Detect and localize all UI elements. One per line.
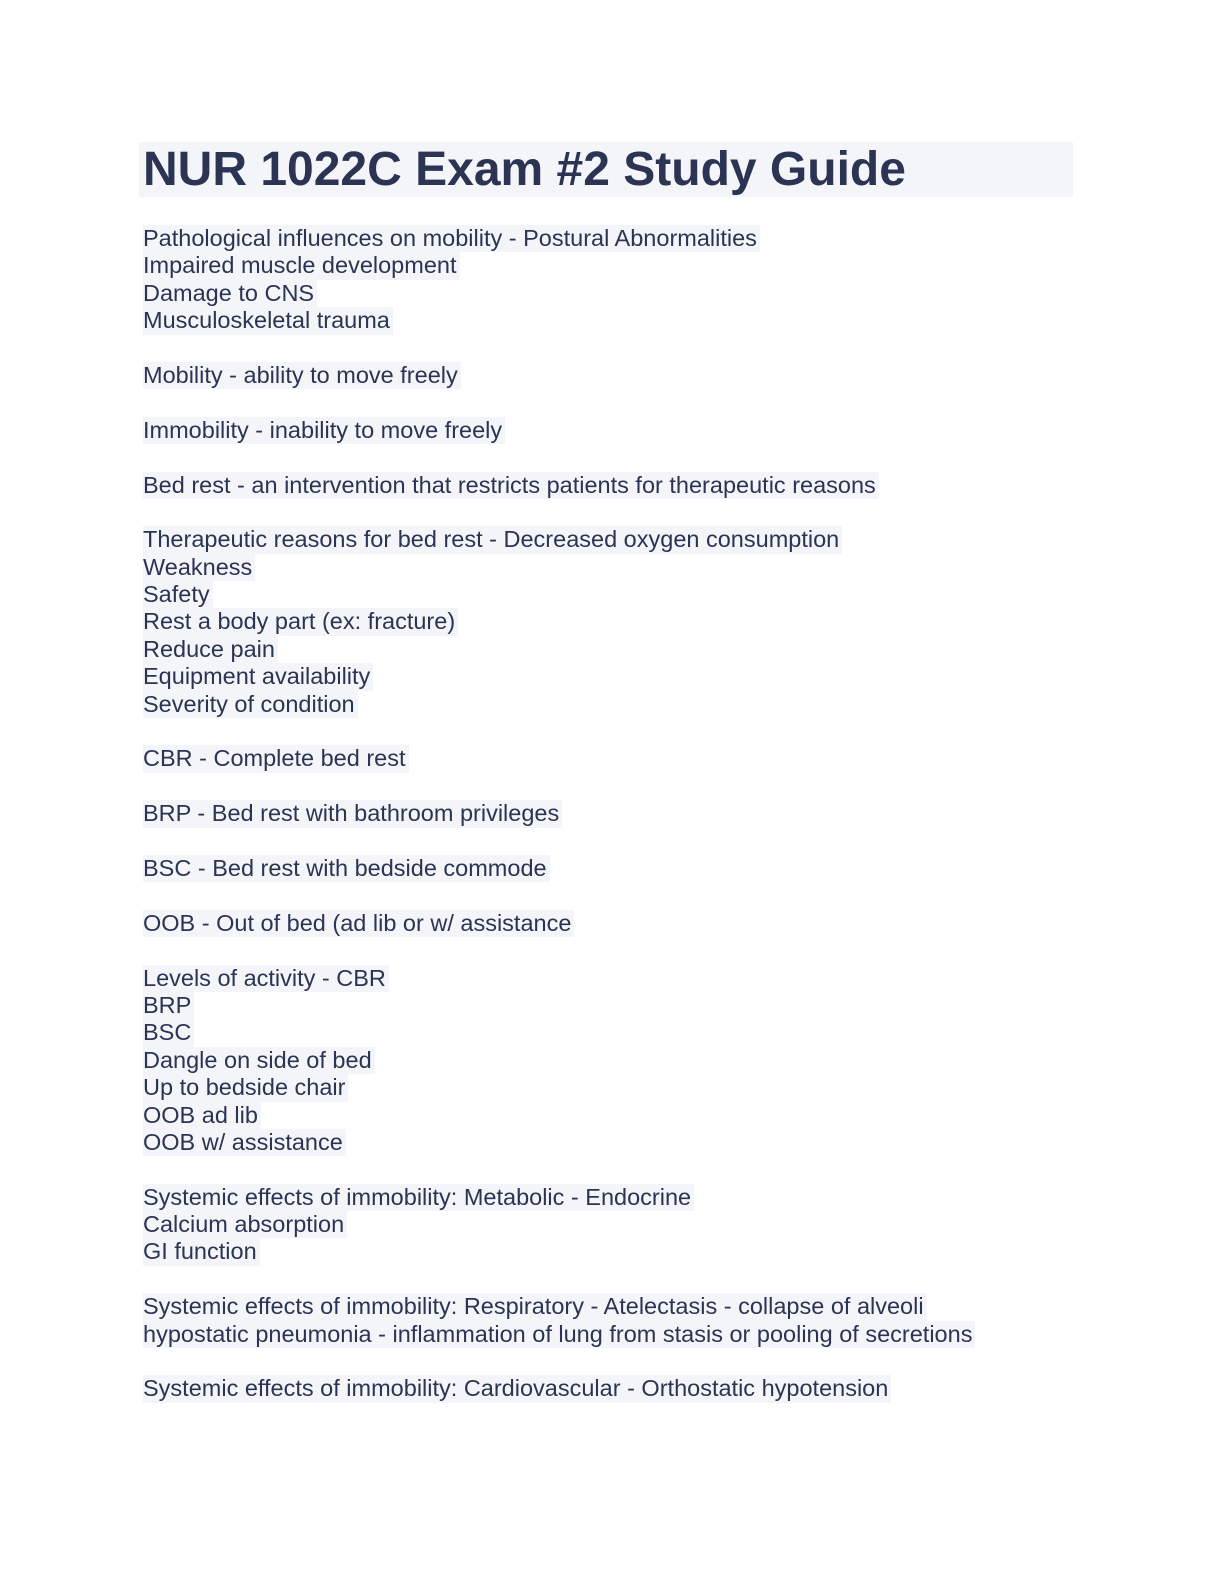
term-detail-line bbox=[143, 307, 1103, 334]
term-definition-line bbox=[143, 225, 1103, 252]
term-block bbox=[143, 472, 1103, 499]
term-detail-line bbox=[143, 554, 1103, 581]
line-text: Immobility - inability to move freely bbox=[143, 417, 505, 444]
study-guide-content bbox=[143, 225, 1103, 1430]
line-text: Reduce pain bbox=[143, 636, 278, 663]
line-text: Safety bbox=[143, 581, 213, 608]
term-detail-line bbox=[143, 1129, 1103, 1156]
term-definition-line bbox=[143, 417, 1103, 444]
term-block bbox=[143, 526, 1103, 718]
line-text: BRP - Bed rest with bathroom privileges bbox=[143, 800, 562, 827]
term-block bbox=[143, 800, 1103, 827]
line-text: Rest a body part (ex: fracture) bbox=[143, 608, 458, 635]
line-text: Weakness bbox=[143, 554, 255, 581]
term-definition-line bbox=[143, 1293, 1103, 1320]
term-detail-line bbox=[143, 252, 1103, 279]
line-text: Mobility - ability to move freely bbox=[143, 362, 461, 389]
line-text: Systemic effects of immobility: Cardiovascular - Orthostatic hypotension bbox=[143, 1375, 891, 1402]
term-definition-line bbox=[143, 910, 1103, 937]
line-text: OOB - Out of bed (ad lib or w/ assistance bbox=[143, 910, 574, 937]
term-block bbox=[143, 1184, 1103, 1266]
line-text: Up to bedside chair bbox=[143, 1074, 348, 1101]
term-block bbox=[143, 1293, 1103, 1348]
term-detail-line bbox=[143, 1211, 1103, 1238]
line-text: Systemic effects of immobility: Respiratory - Atelectasis - collapse of alveoli bbox=[143, 1293, 927, 1320]
line-text: OOB ad lib bbox=[143, 1102, 261, 1129]
line-text: Systemic effects of immobility: Metabolic - Endocrine bbox=[143, 1184, 694, 1211]
term-block bbox=[143, 965, 1103, 1157]
line-text: Damage to CNS bbox=[143, 280, 317, 307]
term-detail-line bbox=[143, 1074, 1103, 1101]
line-text: Musculoskeletal trauma bbox=[143, 307, 393, 334]
term-block bbox=[143, 362, 1103, 389]
term-detail-line bbox=[143, 1321, 1103, 1348]
line-text: Calcium absorption bbox=[143, 1211, 347, 1238]
line-text: Bed rest - an intervention that restricts patients for therapeutic reasons bbox=[143, 472, 879, 499]
term-definition-line bbox=[143, 1184, 1103, 1211]
term-detail-line bbox=[143, 1019, 1103, 1046]
line-text: Impaired muscle development bbox=[143, 252, 460, 279]
term-detail-line bbox=[143, 1102, 1103, 1129]
term-block bbox=[143, 910, 1103, 937]
term-block bbox=[143, 1375, 1103, 1402]
term-block bbox=[143, 417, 1103, 444]
term-detail-line bbox=[143, 636, 1103, 663]
line-text: Therapeutic reasons for bed rest - Decreased oxygen consumption bbox=[143, 526, 842, 553]
term-definition-line bbox=[143, 472, 1103, 499]
term-detail-line bbox=[143, 581, 1103, 608]
term-block bbox=[143, 745, 1103, 772]
term-detail-line bbox=[143, 1238, 1103, 1265]
line-text: BSC - Bed rest with bedside commode bbox=[143, 855, 550, 882]
term-detail-line bbox=[143, 280, 1103, 307]
line-text: hypostatic pneumonia - inflammation of lung from stasis or pooling of secretions bbox=[143, 1321, 975, 1348]
term-block bbox=[143, 225, 1103, 335]
term-definition-line bbox=[143, 1375, 1103, 1402]
line-text: Pathological influences on mobility - Postural Abnormalities bbox=[143, 225, 760, 252]
line-text: CBR - Complete bed rest bbox=[143, 745, 409, 772]
term-detail-line bbox=[143, 663, 1103, 690]
line-text: BRP bbox=[143, 992, 194, 1019]
line-text: OOB w/ assistance bbox=[143, 1129, 346, 1156]
page-title: NUR 1022C Exam #2 Study Guide bbox=[143, 143, 906, 196]
term-definition-line bbox=[143, 800, 1103, 827]
line-text: Severity of condition bbox=[143, 691, 358, 718]
term-definition-line bbox=[143, 965, 1103, 992]
term-detail-line bbox=[143, 691, 1103, 718]
term-definition-line bbox=[143, 745, 1103, 772]
term-detail-line bbox=[143, 992, 1103, 1019]
line-text: BSC bbox=[143, 1019, 194, 1046]
term-block bbox=[143, 855, 1103, 882]
term-detail-line bbox=[143, 608, 1103, 635]
line-text: Equipment availability bbox=[143, 663, 373, 690]
term-definition-line bbox=[143, 362, 1103, 389]
term-definition-line bbox=[143, 855, 1103, 882]
term-detail-line bbox=[143, 1047, 1103, 1074]
term-definition-line bbox=[143, 526, 1103, 553]
line-text: Levels of activity - CBR bbox=[143, 965, 389, 992]
line-text: GI function bbox=[143, 1238, 260, 1265]
line-text: Dangle on side of bed bbox=[143, 1047, 375, 1074]
